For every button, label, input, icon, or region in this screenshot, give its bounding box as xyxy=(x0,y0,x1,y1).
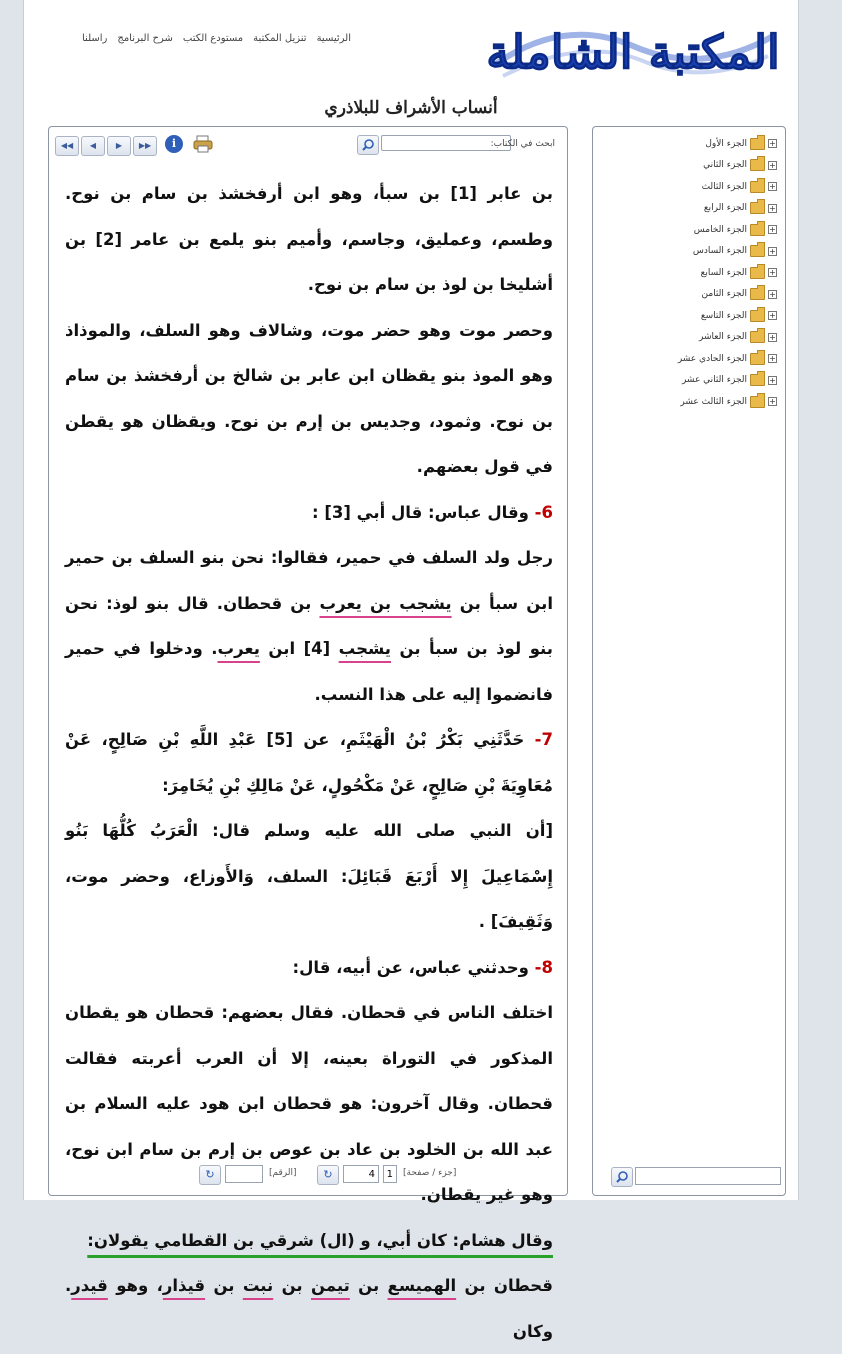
underlined-text: قيذار xyxy=(162,1276,206,1295)
page-navigator xyxy=(199,1165,469,1187)
expand-icon[interactable]: + xyxy=(769,160,776,170)
underlined-text: يعرب xyxy=(217,639,260,658)
folder-icon xyxy=(750,181,765,193)
logo-text: المكتبة الشاملة xyxy=(486,25,780,79)
text-segment: [أن النبي صلى الله عليه وسلم قال: الْعَرَبُ كُلُّهَا بَنُو إِسْمَاعِيلَ إِلا أَرْبَعَ قَبَائِلَ: السلف، وَالأَوزاع، وحضر موت، وَثَقِيفَ] . xyxy=(65,821,553,931)
sidebar-item-label: الجزء السابع xyxy=(700,267,747,278)
folder-icon xyxy=(750,374,765,386)
text-segment: . ودخلوا في حمير فانضموا إليه على هذا النسب. xyxy=(65,639,553,704)
text-segment: . وكان xyxy=(65,1276,553,1341)
logo-graphic xyxy=(483,6,783,96)
sidebar-item-volume[interactable] xyxy=(678,305,777,327)
hadith-number: 7- xyxy=(534,730,553,749)
text-paragraph xyxy=(65,717,553,808)
sidebar-item-label: الجزء الأول xyxy=(705,138,747,149)
text-segment: قحطان بن xyxy=(456,1276,553,1295)
folder-icon xyxy=(750,288,765,300)
text-paragraph xyxy=(65,308,553,490)
page-input[interactable]: 4 xyxy=(343,1165,379,1183)
folder-icon xyxy=(750,396,765,408)
folder-icon xyxy=(750,353,765,365)
info-icon[interactable]: i xyxy=(165,135,183,153)
sidebar-item-label: الجزء الثالث xyxy=(701,181,747,192)
expand-icon[interactable]: + xyxy=(769,375,776,385)
underlined-text: يشجب بن يعرب xyxy=(319,593,452,613)
expand-icon[interactable]: + xyxy=(769,246,776,256)
expand-icon[interactable]: + xyxy=(769,182,776,192)
text-segment: رجل ولد السلف في حمير، فقالوا: نحن بنو السلف بن حمير ابن سبأ بن xyxy=(65,548,553,613)
expand-icon[interactable]: + xyxy=(769,354,776,364)
sidebar-item-label: الجزء السادس xyxy=(692,246,747,257)
part-page-label: [جزء / صفحة] xyxy=(403,1168,457,1178)
sidebar-item-volume[interactable] xyxy=(678,327,777,349)
underlined-text: يشجب xyxy=(338,639,391,658)
expand-icon[interactable]: + xyxy=(769,225,776,235)
folder-icon xyxy=(750,267,765,279)
hadith-number: 8- xyxy=(534,957,553,977)
sidebar-item-label: الجزء التاسع xyxy=(700,310,747,321)
expand-icon[interactable]: + xyxy=(769,268,776,278)
sidebar-search xyxy=(611,1167,781,1185)
folder-icon xyxy=(750,159,765,171)
nav-download[interactable]: تنزيل المكتبة xyxy=(253,33,307,44)
number-input[interactable] xyxy=(225,1165,263,1183)
underlined-text: وقال هشام: كان أبي، و (ال) شرقي بن القطامي يقولان: xyxy=(87,1230,553,1250)
folder-icon xyxy=(750,202,765,214)
text-segment: بن xyxy=(205,1276,243,1295)
sidebar-item-volume[interactable] xyxy=(678,198,777,220)
underlined-text: الهميسع xyxy=(387,1276,457,1295)
sidebar-item-volume[interactable] xyxy=(678,284,777,306)
volumes-sidebar xyxy=(592,126,786,1196)
toolbar xyxy=(55,135,561,157)
text-segment: بن عابر [1] بن سبأ، وهو ابن أرفخشذ بن سام بن نوح. وطسم، وعمليق، وجاسم، وأميم بنو يلمع بن عامر [2] بن أشليخا بن لوذ بن سام بن نوح. xyxy=(65,184,553,294)
text-segment: وحصر موت وهو حضر موت، وشالاف وهو السلف، والموذاذ وهو الموذ بنو يقظان ابن عابر بن شالخ بن أرفخشذ بن سام بن نوح. وثمود، وجديس بن إرم بن نوح. ويقظان هو يقطن في قول بعضهم. xyxy=(65,320,553,476)
text-segment: [4] ابن xyxy=(259,639,339,658)
underlined-text: تيمن xyxy=(310,1276,350,1295)
book-title: أنساب الأشراف للبلاذري xyxy=(324,98,498,118)
underlined-text: قيدر xyxy=(71,1276,108,1295)
search-label: ابحث في الكتاب: xyxy=(490,139,555,149)
text-segment: وحدثني عباس، عن أبيه، قال: xyxy=(292,957,535,977)
go-number-button[interactable]: ↻ xyxy=(199,1165,221,1185)
next-page-button[interactable]: ▶ xyxy=(107,136,131,156)
sidebar-item-label: الجزء العاشر xyxy=(699,332,747,343)
nav-contact[interactable]: راسلنا xyxy=(82,33,108,44)
search-icon xyxy=(612,1168,632,1186)
folder-icon xyxy=(750,138,765,150)
text-paragraph xyxy=(65,945,553,991)
sidebar-item-volume[interactable] xyxy=(678,262,777,284)
sidebar-item-label: الجزء الحادي عشر xyxy=(677,353,747,364)
nav-help[interactable]: شرح البرنامج xyxy=(117,33,173,44)
sidebar-item-volume[interactable] xyxy=(678,133,777,155)
first-page-button[interactable]: ◀◀ xyxy=(55,136,79,156)
folder-icon xyxy=(750,224,765,236)
sidebar-search-button[interactable] xyxy=(611,1167,633,1187)
sidebar-item-label: الجزء الثاني xyxy=(703,160,747,171)
text-paragraph xyxy=(65,808,553,945)
expand-icon[interactable]: + xyxy=(769,332,776,342)
text-segment: بن قحطان. قال بنو لوذ: نحن بنو لوذ بن سبأ بن xyxy=(65,593,553,658)
nav-books-repository[interactable]: مستودع الكتب xyxy=(182,33,244,44)
print-icon[interactable] xyxy=(193,135,213,153)
sidebar-search-input[interactable] xyxy=(635,1167,781,1185)
content-panel xyxy=(48,126,568,1341)
site-logo[interactable] xyxy=(483,6,783,96)
sidebar-item-volume[interactable] xyxy=(678,155,777,177)
expand-icon[interactable]: + xyxy=(769,139,776,149)
text-segment: بن xyxy=(349,1276,388,1295)
folder-icon xyxy=(750,310,765,322)
sidebar-item-label: الجزء الثاني عشر xyxy=(681,375,747,386)
text-paragraph xyxy=(65,171,553,308)
text-paragraph xyxy=(65,1263,553,1354)
volumes-tree xyxy=(678,133,777,413)
sidebar-item-label: الجزء الرابع xyxy=(703,203,747,214)
expand-icon[interactable]: + xyxy=(769,203,776,213)
text-paragraph xyxy=(65,1218,553,1264)
sidebar-item-label: الجزء الثالث عشر xyxy=(680,396,747,407)
page xyxy=(23,0,799,1341)
sidebar-item-volume[interactable] xyxy=(678,176,777,198)
sidebar-item-label: الجزء الثامن xyxy=(701,289,747,300)
text-segment: اختلف الناس في قحطان. فقال بعضهم: قحطان هو يقطان المذكور في التوراة بعينه، إلا أن العرب أعربته فقالت قحطان. وقال آخرون: هو قحطان ابن هود عليه السلام بن عبد الله بن الخلود بن عاد بن عوص بن إرم بن سام ابن نوح، وهو غير يقطان. xyxy=(65,1003,553,1204)
part-input[interactable]: 1 xyxy=(383,1165,397,1183)
last-page-button[interactable]: ▶▶ xyxy=(133,136,157,156)
sidebar-item-volume[interactable] xyxy=(678,391,777,413)
text-segment: حَدَّثَنِي بَكْرُ بْنُ الْهَيْثَمِ، عن [5] عَبْدِ اللَّهِ بْنِ صَالِحٍ، عَنْ مُعَاوِيَةَ بْنِ صَالِحٍ، عَنْ مَكْحُولٍ، عَنْ مَالِكِ بْنِ يُخَامِرَ: xyxy=(65,730,553,795)
text-paragraph xyxy=(65,535,553,717)
expand-icon[interactable]: + xyxy=(769,311,776,321)
search-icon xyxy=(358,136,378,154)
expand-icon[interactable]: + xyxy=(769,289,776,299)
go-page-button[interactable]: ↻ xyxy=(317,1165,339,1185)
number-label: [الرقم] xyxy=(269,1168,297,1178)
previous-page-button[interactable]: ◀ xyxy=(81,136,105,156)
sidebar-item-volume[interactable] xyxy=(678,241,777,263)
text-segment: بن xyxy=(273,1276,311,1295)
search-button[interactable] xyxy=(357,135,379,155)
sidebar-item-volume[interactable] xyxy=(678,370,777,392)
text-segment: وقال عباس: قال أبي [3] : xyxy=(312,502,535,522)
nav-home[interactable]: الرئيسية xyxy=(316,33,352,44)
text-paragraph xyxy=(65,490,553,536)
underlined-text: نبت xyxy=(242,1276,274,1295)
hadith-number: 6- xyxy=(534,502,553,522)
sidebar-item-volume[interactable] xyxy=(678,219,777,241)
sidebar-item-label: الجزء الخامس xyxy=(693,224,747,235)
text-segment: ، وهو xyxy=(107,1276,163,1295)
expand-icon[interactable]: + xyxy=(769,397,776,407)
top-navigation xyxy=(82,33,351,44)
sidebar-item-volume[interactable] xyxy=(678,348,777,370)
folder-icon xyxy=(750,245,765,257)
folder-icon xyxy=(750,331,765,343)
